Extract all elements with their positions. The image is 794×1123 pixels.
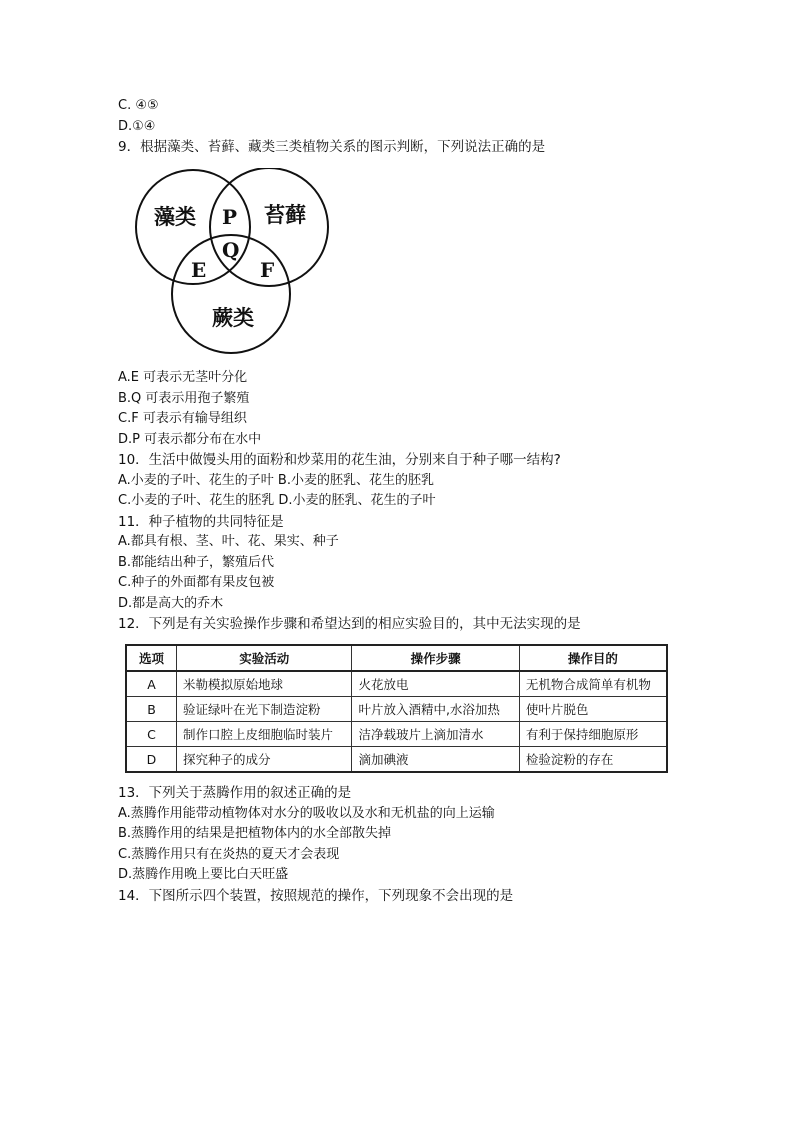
- region-p-label: P: [222, 205, 238, 229]
- q9-option-b: B.Q 可表示用孢子繁殖: [118, 390, 250, 406]
- q9-option-a: A.E 可表示无茎叶分化: [118, 370, 248, 385]
- table-cell: 洁净载玻片上滴加清水: [352, 722, 519, 747]
- fern-label: 蕨类: [212, 305, 254, 330]
- q12-question: 12．下列是有关实验操作步骤和希望达到的相应实验目的，其中无法实现的是: [118, 616, 581, 632]
- q9-option-d: D.P 可表示都分布在水中: [118, 431, 262, 447]
- experiment-table: [125, 644, 668, 773]
- table-cell: 检验淀粉的存在: [519, 747, 667, 773]
- q9-question: 9．根据藻类、苔藓、藏类三类植物关系的图示判断，下列说法正确的是: [118, 139, 546, 155]
- region-q-label: Q: [222, 238, 240, 262]
- table-cell: 滴加碘液: [352, 747, 519, 773]
- q13-option-c: C.蒸腾作用只有在炎热的夏天才会表现: [118, 846, 340, 862]
- table-cell: 无机物合成简单有机物: [519, 671, 667, 697]
- q10-question: 10．生活中做馒头用的面粉和炒菜用的花生油，分别来自于种子哪一结构?: [118, 452, 561, 468]
- table-cell: 探究种子的成分: [176, 747, 351, 773]
- q13-question: 13．下列关于蒸腾作用的叙述正确的是: [118, 785, 352, 801]
- table-cell: 叶片放入酒精中,水浴加热: [352, 697, 519, 722]
- q11-option-a: A.都具有根、茎、叶、花、果实、种子: [118, 534, 339, 549]
- moss-label: 苔藓: [264, 202, 306, 227]
- header-purpose: 操作目的: [519, 645, 667, 671]
- table-row: [126, 697, 667, 722]
- region-f-label: F: [260, 258, 275, 282]
- q13-option-b: B.蒸腾作用的结果是把植物体内的水全部散失掉: [118, 826, 392, 841]
- header-option: 选项: [126, 645, 176, 671]
- q11-option-c: C.种子的外面都有果皮包被: [118, 575, 275, 590]
- table-row: [126, 722, 667, 747]
- table-cell: 有利于保持细胞原形: [519, 722, 667, 747]
- q9-option-c: C.F 可表示有输导组织: [118, 411, 247, 426]
- table-cell: 制作口腔上皮细胞临时装片: [176, 722, 351, 747]
- table-row: [126, 671, 667, 697]
- q10-options-cd: C.小麦的子叶、花生的胚乳 D.小麦的胚乳、花生的子叶: [118, 493, 436, 508]
- table-cell: C: [126, 722, 176, 747]
- algae-label: 藻类: [154, 204, 196, 229]
- table-cell: 火花放电: [352, 671, 519, 697]
- q13-option-d: D.蒸腾作用晚上要比白天旺盛: [118, 867, 289, 882]
- table-header-row: [126, 645, 667, 671]
- q8-option-c: C. ④⑤: [118, 98, 159, 113]
- table-cell: D: [126, 747, 176, 773]
- table-row: [126, 747, 667, 773]
- q8-option-d: D.①④: [118, 118, 156, 134]
- header-steps: 操作步骤: [352, 645, 519, 671]
- header-activity: 实验活动: [176, 645, 351, 671]
- q13-option-a: A.蒸腾作用能带动植物体对水分的吸收以及水和无机盐的向上运输: [118, 805, 495, 821]
- venn-diagram: [134, 168, 334, 370]
- table-cell: 使叶片脱色: [519, 697, 667, 722]
- q11-option-b: B.都能结出种子，繁殖后代: [118, 554, 275, 570]
- table-cell: A: [126, 671, 176, 697]
- q14-question: 14．下图所示四个装置，按照规范的操作，下列现象不会出现的是: [118, 887, 514, 904]
- table-cell: 验证绿叶在光下制造淀粉: [176, 697, 351, 722]
- q10-options-ab: A.小麦的子叶、花生的子叶 B.小麦的胚乳、花生的胚乳: [118, 472, 434, 488]
- region-e-label: E: [191, 258, 207, 282]
- table-cell: B: [126, 697, 176, 722]
- q11-option-d: D.都是高大的乔木: [118, 595, 224, 611]
- table-cell: 米勒模拟原始地球: [176, 671, 351, 697]
- q11-question: 11．种子植物的共同特征是: [118, 513, 284, 530]
